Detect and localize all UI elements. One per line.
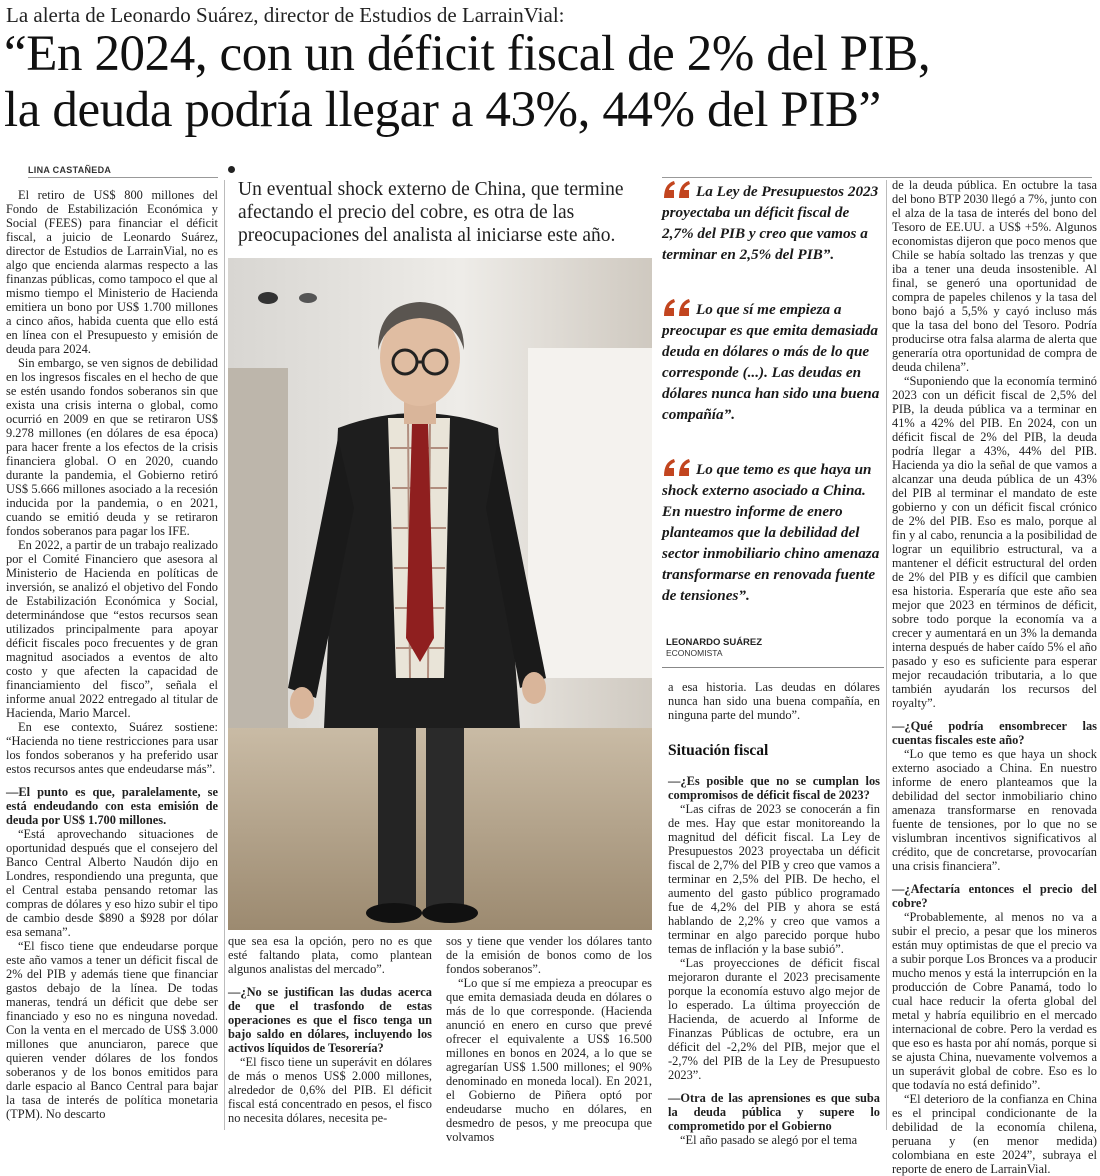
interview-question: —¿Afectaría entonces el precio del cobre?: [892, 882, 1097, 910]
headline-line-1: “En 2024, con un déficit fiscal de 2% del PIB,: [4, 26, 931, 82]
pullquote-1: [662, 180, 884, 265]
paragraph: “El fisco tiene que endeudarse porque este año vamos a tener un déficit fiscal de 2% del PIB y además tiene que financiar gastos debajo de la línea. De todas maneras, tendrá un déficit que debe ser financiado y eso no es ninguna novedad. Con la venta en el mercado de US$ 3.000 millones que anunciaron, parece que quieren vender dólares de los fondos soberanos y de los bonos emitidos para darle espacio al Banco Central para bajar la tasa de interés de política monetaria (TPM). No descarto: [6, 939, 218, 1121]
subtitle: Un eventual shock externo de China, que termine afectando el precio del cobre, es otra de las preocupaciones del analista al iniciarse este año.: [238, 179, 624, 246]
column-divider: [224, 180, 225, 1130]
interview-question: —¿No se justifican las dudas acerca de que el trasfondo de estas operaciones es que el fisco tenga un bajo saldo en dólares, incluyendo los activos líquidos de Tesorería?: [228, 985, 432, 1055]
paragraph: “El año pasado se alegó por el tema: [680, 1133, 858, 1147]
interview-question: —¿Es posible que no se cumplan los compromisos de déficit fiscal de 2023?: [668, 774, 880, 802]
portrait-photo: [228, 258, 652, 930]
article-column-2: [228, 934, 432, 1132]
paragraph: “Las cifras de 2023 se conocerán a fin de mes. Hay que estar monitoreando la magnitud del déficit fiscal. La Ley de Presupuestos 2023 proyectaba un déficit fiscal de 2,7% del PIB y creo que vamos a terminar en 2,5% del PIB. De hecho, el aumento del gasto público programado fue de 4,2% del PIB y ahora se está hablando de 2,2% y creo que vamos a terminar en algo parecido porque hubo temas de inflación y la base subió”.: [668, 802, 880, 956]
article-column-5: [892, 178, 1097, 1176]
paragraph: de la deuda pública. En octubre la tasa del bono BTP 2030 llegó a 7%, junto con el alza de la tasa de interés del bono del Tesoro de EE.UU. a US$ +5%. Algunos economistas dijeron que poco menos que Chile se había soltado las trenzas y que iba a tener una deuda insostenible. Al final, se generó una oportunidad de compra de papeles chilenos y la tasa del bono bajó a 5,5% y cayó incluso más que la tasa del bono del Tesoro. Podría producirse otra falsa alarma de alerta que generaría otra oportunidad de compra de deuda chilena”.: [892, 178, 1097, 374]
paragraph: a esa historia. Las deudas en dólares nunca han sido una buena compañía, en ninguna parte del mundo”.: [668, 680, 880, 722]
paragraph: “Suponiendo que la economía terminó 2023 con un déficit fiscal de 2,5% del PIB, la deuda pública va a terminar en 41% a 42% del PIB. En 2024, con un déficit fiscal de 2% del PIB, la deuda podría llegar a 43%, 44% del PIB. Hacienda ya dio la señal de que vamos a alcanzar una deuda pública de un 43% del PIB al terminar el mandato de este gobierno y con un déficit fiscal crónico de 2% del PIB. Eso es malo, porque al fin y al cabo, renuncia a la posibilidad de lograr un equilibrio estructural, va a mantener el déficit estructural del orden de 2% del PIB y es difícil que cambien esa historia. Esperaría que este año sea mejor que 2023 en términos de déficit, sobre todo porque la economía va a crecer y aumentará en un 3% la demanda interna después de haber caído 5% el año pasado y eso es suficiente para esperar mejor recaudación tributaria, a lo que también ayudarán los recursos del royalty”.: [892, 374, 1097, 710]
quote-mark-icon: [662, 180, 692, 198]
interview-question: —El punto es que, paralelamente, se está endeudando con esta emisión de deuda por US$ 1.700 millones.: [6, 785, 218, 827]
paragraph: En ese contexto, Suárez sostiene: “Hacienda no tiene restricciones para usar los fondos soberanos y ha preferido usar estos recursos antes que endeudarse más”.: [6, 720, 218, 776]
column-divider-right: [886, 180, 887, 1130]
pullquote-2-text: Lo que sí me empieza a preocupar es que emita demasiada deuda en dólares o más de lo que corresponde (...). Las deudas en dólares nunca han sido una buena compañía”.: [662, 301, 880, 423]
paragraph: “Las proyecciones de déficit fiscal mejoraron durante el 2023 precisamente porque la economía estuvo algo mejor de lo esperado. La última proyección de Hacienda, de acuerdo al Informe de Finanzas Públicas de octubre, era un déficit del -2,2% del PIB, mejor que el -2,7% del PIB de la Ley de Presupuesto 2023”.: [668, 956, 880, 1082]
article-column-1: [6, 188, 218, 1132]
byline-rule: [28, 177, 218, 178]
kicker: La alerta de Leonardo Suárez, director de Estudios de LarrainVial:: [6, 3, 565, 27]
pullquote-3: [662, 458, 884, 606]
paragraph: “El fisco tiene un superávit en dólares de más o menos US$ 2.000 millones, alrededor de 0,6% del PIB. El déficit fiscal está concentrado en pesos, el fisco no necesita dólares, necesita pe-: [228, 1055, 432, 1125]
paragraph: “El deterioro de la confianza en China es el principal condicionante de la debilidad de la economía chilena, peruana y (en menor medida) colombiana en este 2024”, subraya el reporte de enero de LarrainVial.: [892, 1092, 1097, 1176]
paragraph: “Lo que sí me empieza a preocupar es que emita demasiada deuda en dólares o más de lo que corresponde. (Hacienda anunció en enero en curso que prevé ofrecer el equivalente a US$ 16.500 millones en bonos en 2024, a lo que se agregarían US$ 1.500 millones; el 90% denominado en moneda local). En 2021, el Gobierno de Piñera optó por endeudarse mucho en dólares, en desmedro de pesos, y me preocupa que volvamos: [446, 976, 652, 1144]
paragraph: Sin embargo, se ven signos de debilidad en los ingresos fiscales en el hecho de que se estén usando fondos soberanos sin que exista una crisis interna o global, como ocurrió en 2009 en que se retiraron US$ 9.278 millones (en dólares de esa época) para hacer frente a los efectos de la crisis financiera global. O en 2020, cuando durante la pandemia, el Gobierno retiró US$ 5.666 millones asociado a la recesión inducida por la pandemia, o en 2021, cuando se emitió deuda y se retiraron fondos soberanos para pagar los IFE.: [6, 356, 218, 538]
interview-question: —Otra de las aprensiones es que suba la deuda pública y supere lo comprometido por el Gobierno: [668, 1091, 880, 1133]
pullquote-1-text: La Ley de Presupuestos 2023 proyectaba un déficit fiscal de 2,7% del PIB y creo que vamos a terminar en 2,5% del PIB”.: [662, 183, 879, 263]
subtitle-bullet-icon: [228, 166, 235, 173]
section-title: Situación fiscal: [668, 742, 769, 759]
paragraph: “Probablemente, al menos no va a subir el precio, a pesar que los mineros están muy optimistas de que el precio va a subir porque Los Bronces va a producir mucho menos y está la interrupción en la producción de Cobre Panamá, todo lo cual hace reducir la oferta global del metal y habría equilibrio en el mercado internacional de cobre. Pero la verdad es que eso es hasta por ahí nomás, porque si se ajusta China, nuevamente volvemos a un superávit global de cobre. Eso es lo que todavía no está definido”.: [892, 910, 1097, 1092]
signature-name: LEONARDO SUÁREZ: [666, 637, 763, 648]
pullquote-3-text: Lo que temo es que haya un shock externo asociado a China. En nuestro informe de enero planteamos que la debilidad del sector inmobiliario chino amenaza transformarse en renovada fuente de tensiones”.: [662, 461, 880, 604]
article-column-4-top: [668, 680, 880, 730]
paragraph: sos y tiene que vender los dólares tanto de la emisión de bonos como de los fondos soberanos”.: [446, 934, 652, 976]
paragraph: “Está aprovechando situaciones de oportunidad después que el consejero del Banco Central Alberto Naudón dijo en Londres, respondiendo una pregunta, que el Central estaba pensando retomar las compras de dólares y eso hizo subir el tipo de cambio desde $890 a $928 por dólar esa semana”.: [6, 827, 218, 939]
quote-mark-icon: [662, 458, 692, 476]
portrait-illustration-icon: [228, 258, 652, 930]
byline: LINA CASTAÑEDA: [28, 165, 112, 175]
interview-question: —¿Qué podría ensombrecer las cuentas fiscales este año?: [892, 719, 1097, 747]
headline: [4, 26, 1096, 138]
paragraph: “Lo que temo es que haya un shock externo asociado a China. En nuestro informe de enero planteamos que la debilidad del sector inmobiliario chino amenaza transformarse en renovada fuente de tensiones, por lo que no se vislumbran incentivos significativos al crédito, que de concretarse, provocarían una crisis financiera”.: [892, 747, 1097, 873]
article-column-3: [446, 934, 652, 1144]
quote-mark-icon: [662, 298, 692, 316]
paragraph: que sea esa la opción, pero no es que esté faltando plata, como plantean algunos analistas del mercado”.: [228, 934, 432, 976]
article-column-4: [668, 770, 880, 1147]
pullquote-2: [662, 298, 884, 425]
paragraph: En 2022, a partir de un trabajo realizado por el Comité Financiero que asesora al Ministerio de Hacienda en políticas de inversión, se analizó el objetivo del Fondo de Estabilización Económica y Social, determinándose que “estos recursos sean utilizados principalmente para apoyar déficit fiscales poco frecuentes y de gran magnitud asociados a eventos de alto costo y que afecten la capacidad de financiamiento del fisco”, señala el informe anual 2022 entregado al titular de Hacienda, Mario Marcel.: [6, 538, 218, 720]
signature-role: ECONOMISTA: [666, 648, 723, 658]
pullquote-rule: [662, 667, 884, 668]
headline-line-2: la deuda podría llegar a 43%, 44% del PIB”: [4, 82, 881, 138]
paragraph: El retiro de US$ 800 millones del Fondo de Estabilización Económica y Social (FEES) para financiar el déficit fiscal, a juicio de Leonardo Suárez, director de Estudios de LarrainVial, no es algo que encienda alarmas respecto a las finanzas públicas, como tampoco el que al mismo tiempo el Ministerio de Hacienda emitiera un bono por US$ 1.700 millones a cinco años, habida cuenta que ello está en línea con el Presupuesto y emisión de deuda para 2024.: [6, 188, 218, 356]
